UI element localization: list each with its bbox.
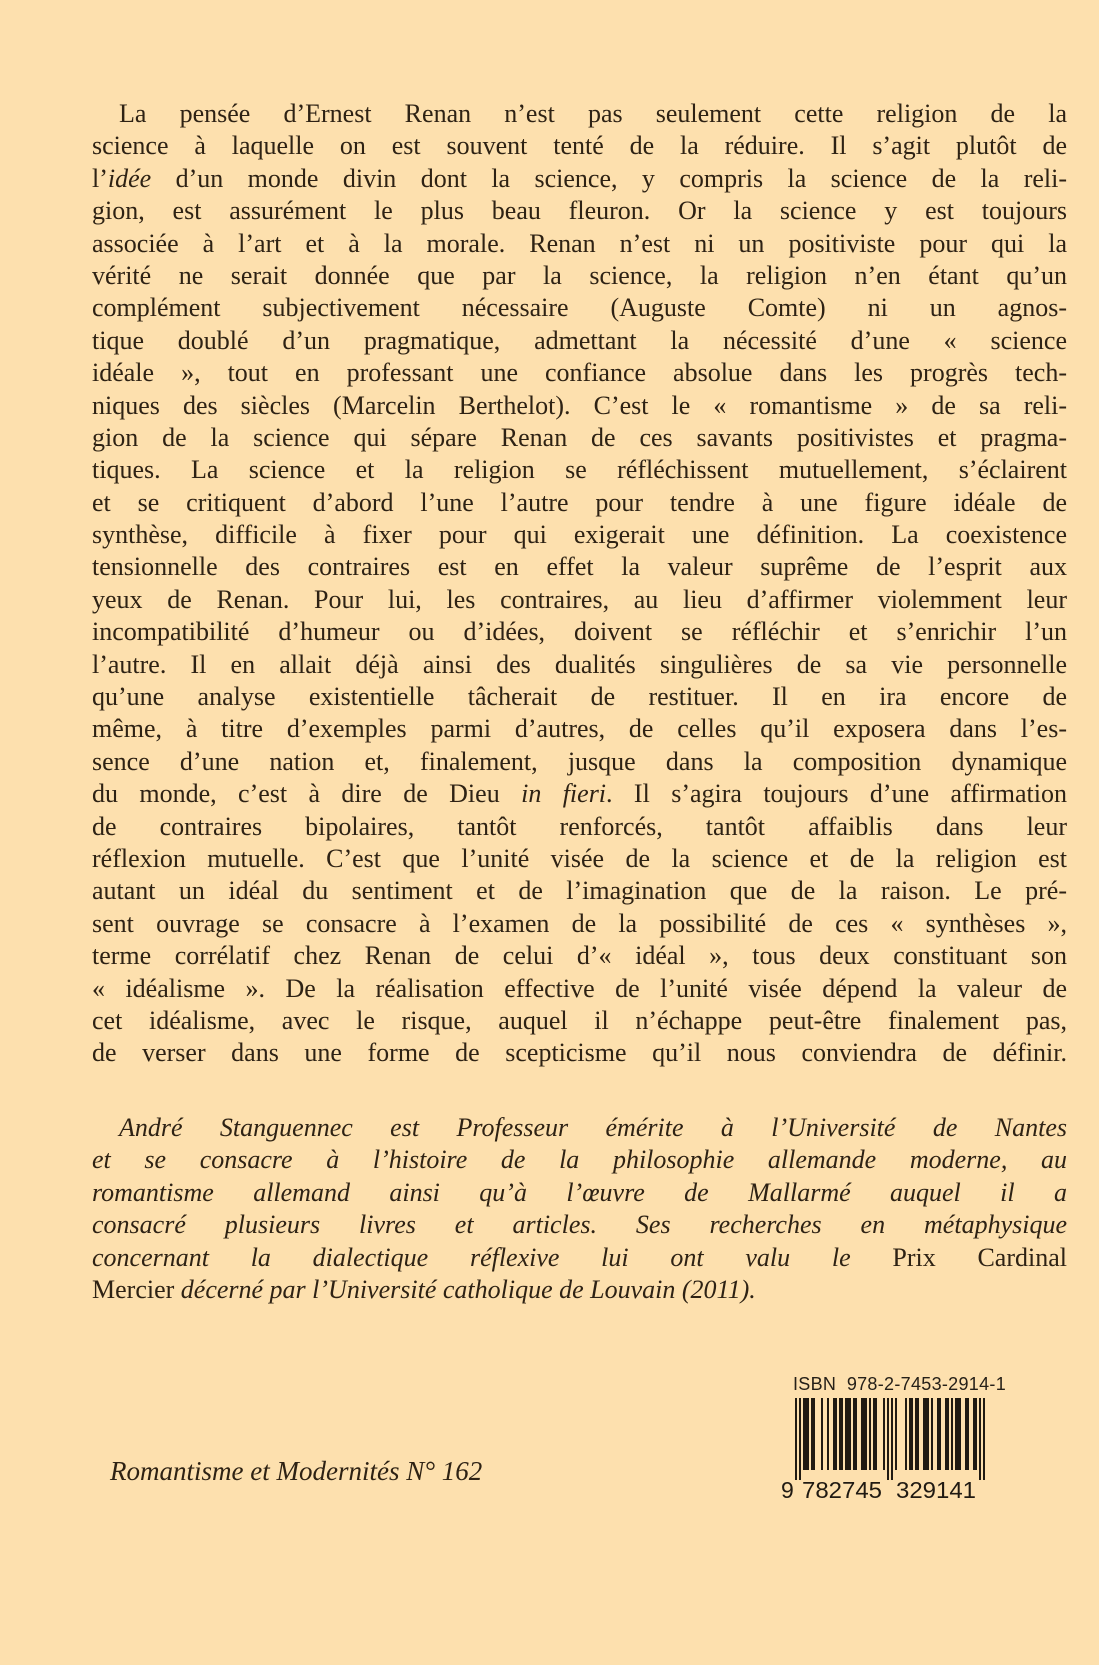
text-line: science à laquelle on est souvent tenté de la réduire. Il s’agit plutôt de	[92, 131, 1067, 161]
text-line: réflexion mutuelle. C’est que l’unité visée de la science et de la religion est	[92, 843, 1067, 873]
synopsis-paragraph	[92, 98, 1067, 1070]
text-line: du monde, c’est à dire de Dieu in fieri. Il s’agira toujours d’une affirmation	[92, 779, 1067, 809]
text-line: terme corrélatif chez Renan de celui d’« idéal », tous deux constituant son	[92, 941, 1067, 971]
text-line: André Stanguennec est Professeur émérite à l’Université de Nantes	[119, 1113, 1067, 1142]
text-line: synthèse, difficile à fixer pour qui exigerait une définition. La coexistence	[92, 520, 1067, 550]
text-line: La pensée d’Ernest Renan n’est pas seulement cette religion de la	[119, 99, 1067, 128]
text-line: gion de la science qui sépare Renan de ces savants positivistes et pragma-	[92, 422, 1067, 452]
isbn-number: ISBN 978-2-7453-2914-1	[793, 1374, 1007, 1394]
text-line: tiques. La science et la religion se réfléchissent mutuellement, s’éclairent	[92, 455, 1067, 485]
text-line: romantisme allemand ainsi qu’à l’œuvre de Mallarmé auquel il a	[92, 1177, 1067, 1207]
text-line: l’idée d’un monde divin dont la science, y compris la science de la reli-	[92, 163, 1067, 193]
text-line: associée à l’art et à la morale. Renan n’est ni un positiviste pour qui la	[92, 228, 1067, 258]
text-line: et se consacre à l’histoire de la philosophie allemande moderne, au	[92, 1145, 1067, 1175]
text-line: qu’une analyse existentielle tâcherait de restituer. Il en ira encore de	[92, 682, 1067, 712]
text-line: tensionnelle des contraires est en effet la valeur suprême de l’esprit aux	[92, 552, 1067, 582]
text-line: vérité ne serait donnée que par la science, la religion n’en étant qu’un	[92, 260, 1067, 290]
text-line: cet idéalisme, avec le risque, auquel il n’échappe peut-être finalement pas,	[92, 1005, 1067, 1035]
isbn-barcode-block	[779, 1374, 1007, 1500]
text-line: de contraires bipolaires, tantôt renforcés, tantôt affaiblis dans leur	[92, 811, 1067, 841]
text-line: gion, est assurément le plus beau fleuron. Or la science y est toujours	[92, 196, 1067, 226]
text-line: complément subjectivement nécessaire (Auguste Comte) ni un agnos-	[92, 293, 1067, 323]
text-line: autant un idéal du sentiment et de l’imagination que de la raison. Le pré-	[92, 876, 1067, 906]
text-line: sence d’une nation et, finalement, jusque dans la composition dynamique	[92, 746, 1067, 776]
text-line: consacré plusieurs livres et articles. Ses recherches en métaphysique	[92, 1210, 1067, 1240]
text-line: de verser dans une forme de scepticisme qu’il nous conviendra de définir.	[92, 1038, 1067, 1068]
ean13-barcode	[779, 1398, 989, 1500]
collection-label: Romantisme et Modernités N° 162	[110, 1456, 483, 1486]
text-line: « idéalisme ». De la réalisation effective de l’unité visée dépend la valeur de	[92, 973, 1067, 1003]
text-line: l’autre. Il en allait déjà ainsi des dualités singulières de sa vie personnelle	[92, 649, 1067, 679]
author-bio-paragraph	[92, 1112, 1067, 1306]
text-line: incompatibilité d’humeur ou d’idées, doivent se réfléchir et s’enrichir l’un	[92, 617, 1067, 647]
text-line: Mercier décerné par l’Université catholique de Louvain (2011).	[92, 1274, 756, 1304]
barcode-digits: 329141	[896, 1477, 976, 1500]
barcode-digits: 9	[781, 1477, 794, 1500]
text-line: même, à titre d’exemples parmi d’autres, de celles qu’il exposera dans l’es-	[92, 714, 1067, 744]
text-line: yeux de Renan. Pour lui, les contraires, au lieu d’affirmer violemment leur	[92, 584, 1067, 614]
text-line: idéale », tout en professant une confiance absolue dans les progrès tech-	[92, 358, 1067, 388]
text-line: et se critiquent d’abord l’une l’autre pour tendre à une figure idéale de	[92, 487, 1067, 517]
text-line: tique doublé d’un pragmatique, admettant la nécessité d’une « science	[92, 325, 1067, 355]
barcode-digits: 782745	[802, 1477, 882, 1500]
text-line: sent ouvrage se consacre à l’examen de la possibilité de ces « synthèses »,	[92, 908, 1067, 938]
text-line: niques des siècles (Marcelin Berthelot). C’est le « romantisme » de sa reli-	[92, 390, 1067, 420]
text-line: concernant la dialectique réflexive lui ont valu le Prix Cardinal	[92, 1242, 1067, 1272]
